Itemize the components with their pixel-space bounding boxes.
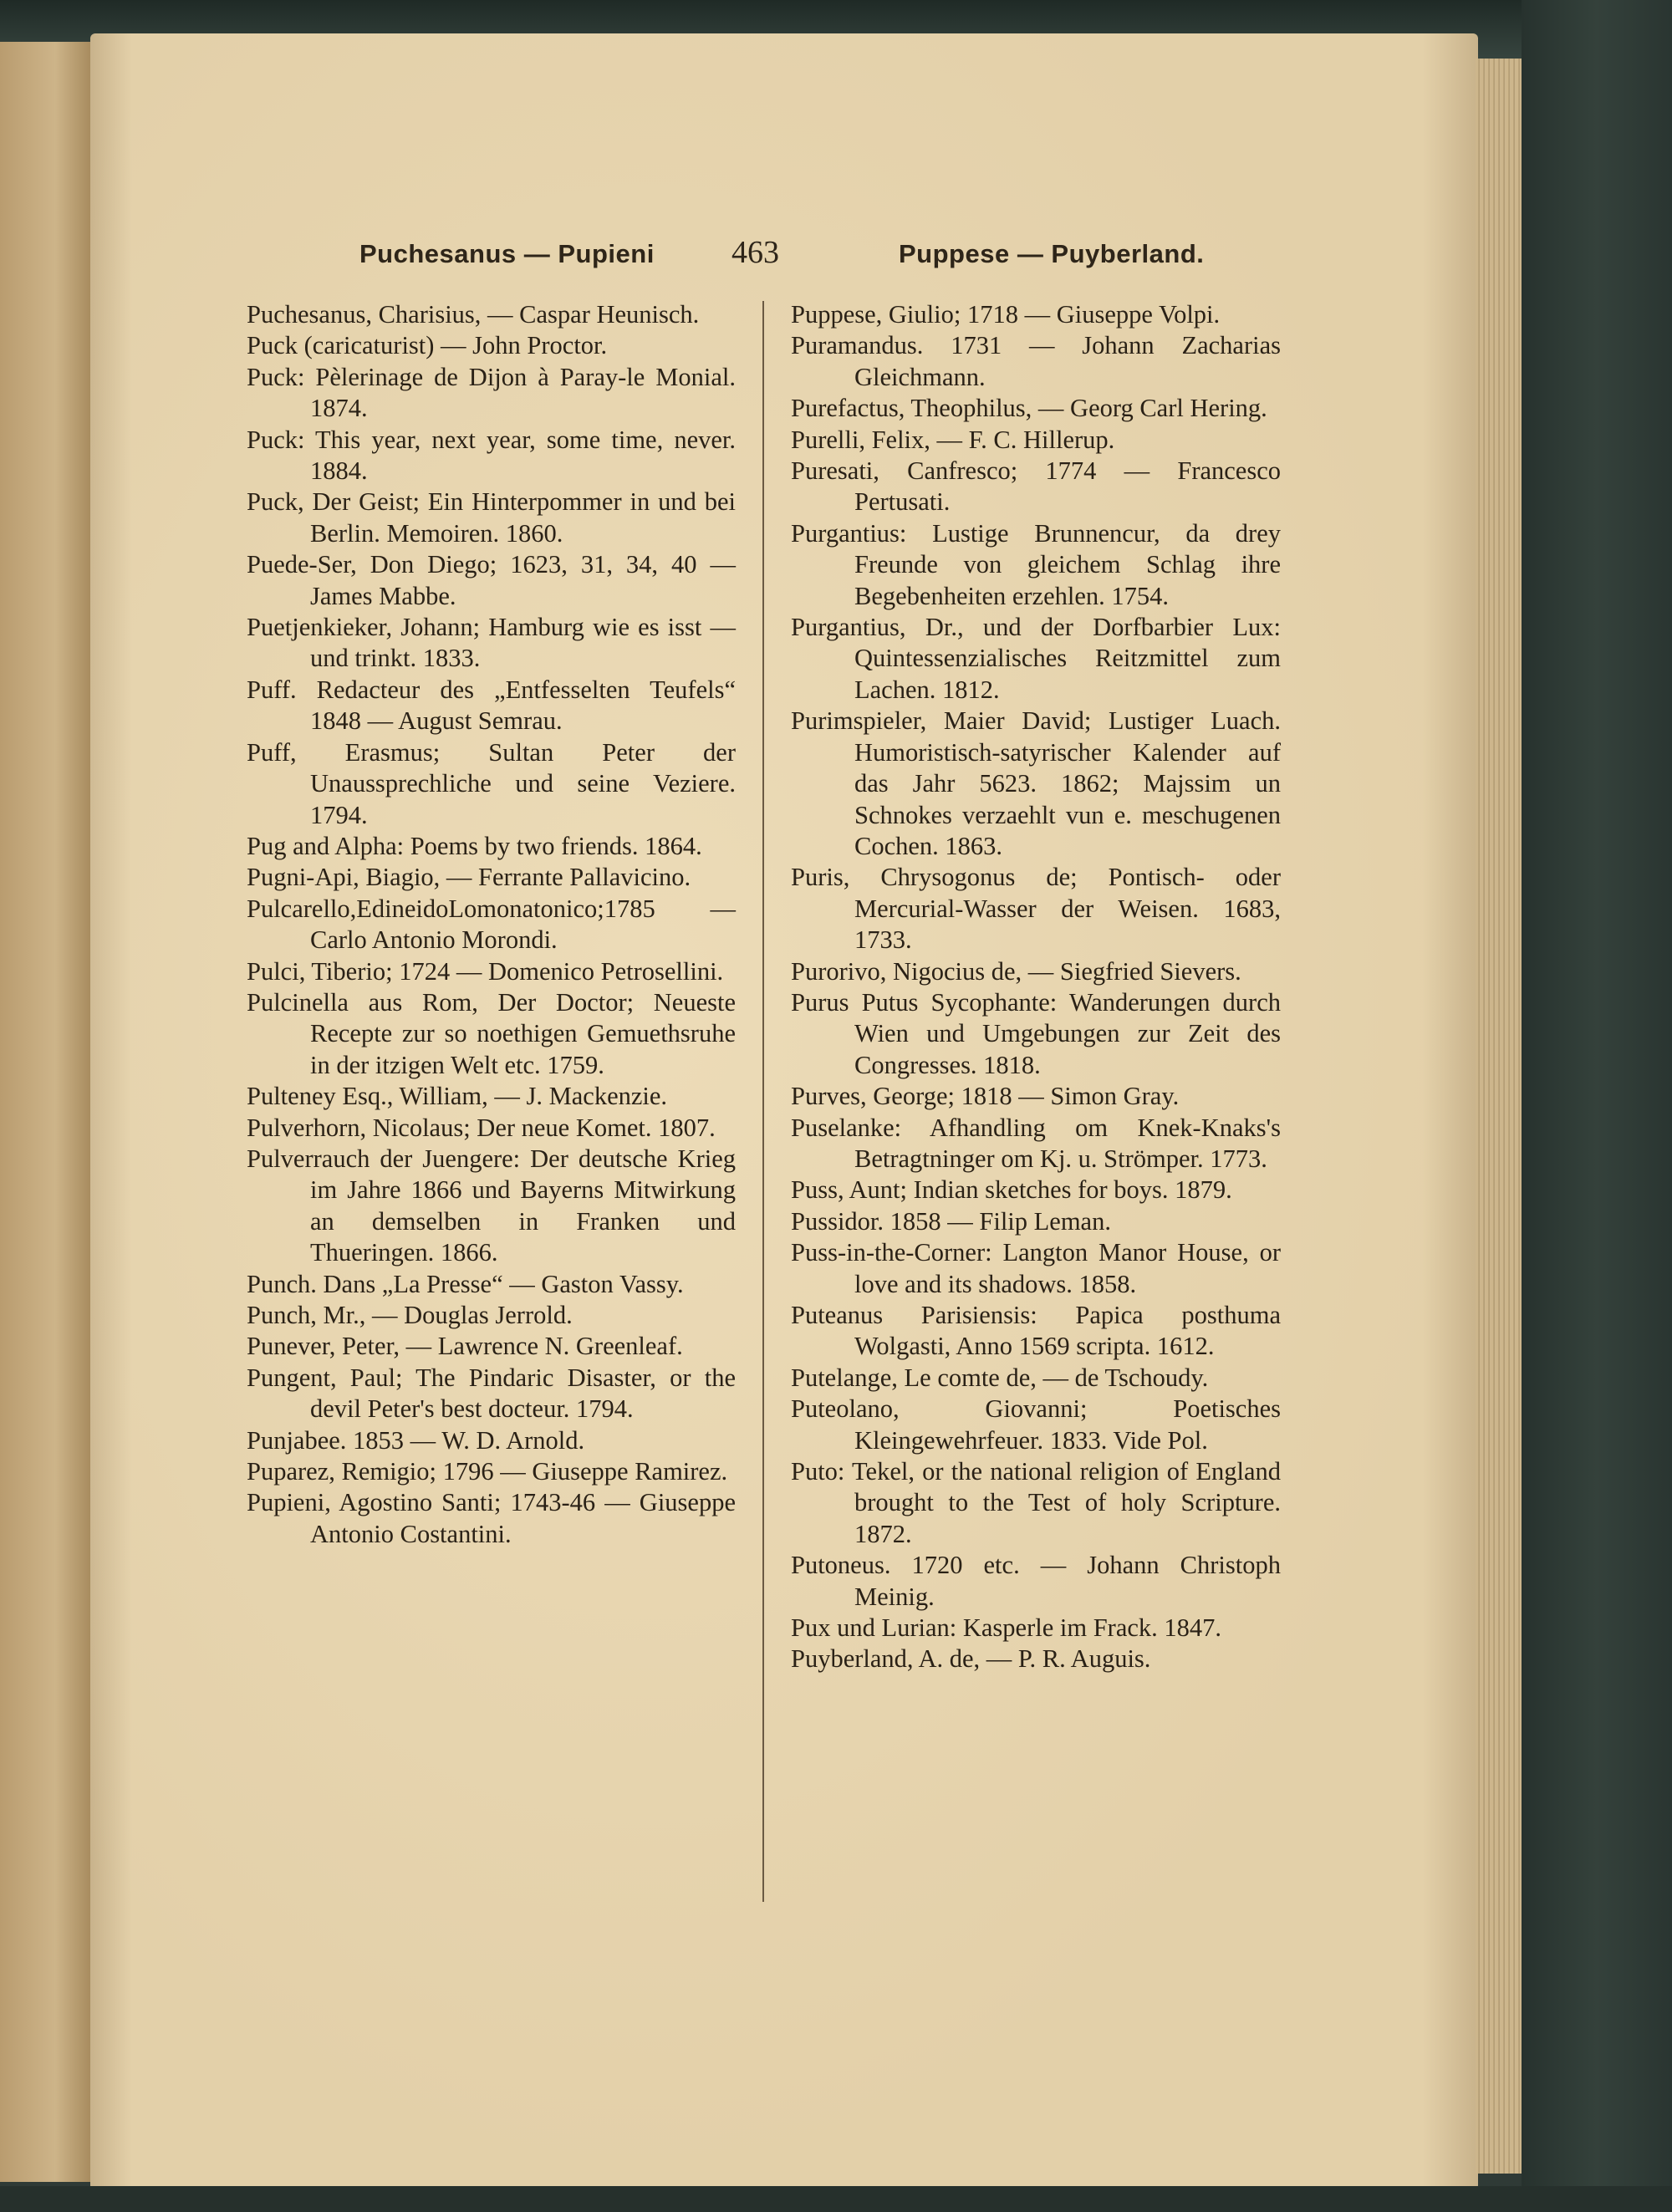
entry: Pulverhorn, Nicolaus; Der neue Komet. 1807. xyxy=(247,1113,716,1142)
entry: Puck: This year, next year, some time, never. 1884. xyxy=(247,425,736,486)
entry: Purimspieler, Maier David; Lustiger Luach. Humoristisch-satyrischer Kalender auf das Jahr 5623. 1862; Majssim un Schnokes verzaehlt vun e. meschugenen Cochen. 1863. xyxy=(791,706,1281,860)
entry: Pulcinella aus Rom, Der Doctor; Neueste Recepte zur so noethigen Gemuethsruhe in der itzigen Welt etc. 1759. xyxy=(247,987,736,1079)
entry: Purus Putus Sycophante: Wanderungen durch Wien und Umgebungen zur Zeit des Congresses. 1818. xyxy=(791,987,1281,1079)
entry: Pulteney Esq., William, — J. Mackenzie. xyxy=(247,1082,668,1111)
book-cover-bottom xyxy=(0,2186,1672,2212)
entry: Punjabee. 1853 — W. D. Arnold. xyxy=(247,1425,585,1455)
entry: Purgantius, Dr., und der Dorfbarbier Lux: Quintessenzialisches Reitzmittel zum Lachen. 1812. xyxy=(791,613,1281,704)
entry: Puppese, Giulio; 1718 — Giuseppe Volpi. xyxy=(791,300,1221,329)
entry: Puramandus. 1731 — Johann Zacharias Gleichmann. xyxy=(791,331,1281,391)
entry: Puss, Aunt; Indian sketches for boys. 1879. xyxy=(791,1175,1232,1205)
entry: Puyberland, A. de, — P. R. Auguis. xyxy=(791,1644,1151,1674)
running-header xyxy=(0,234,1672,276)
entry: Puff. Redacteur des „Entfesselten Teufels“ 1848 — August Semrau. xyxy=(247,675,736,736)
book-cover-right xyxy=(1522,0,1672,2212)
entry: Putoneus. 1720 etc. — Johann Christoph Meinig. xyxy=(791,1551,1281,1611)
facing-page-edge xyxy=(0,42,92,2182)
header-left: Puchesanus — Pupieni xyxy=(359,239,655,268)
right-column xyxy=(791,299,1281,1675)
entry: Pungent, Paul; The Pindaric Disaster, or the devil Peter's best docteur. 1794. xyxy=(247,1363,736,1424)
entry: Pulverrauch der Juengere: Der deutsche Krieg im Jahre 1866 und Bayerns Mitwirkung an demselben in Franken und Thueringen. 1866. xyxy=(247,1144,736,1267)
entry: Purgantius: Lustige Brunnencur, da drey Freunde von gleichem Schlag ihre Begebenheiten erzehlen. 1754. xyxy=(791,518,1281,610)
entry: Punch, Mr., — Douglas Jerrold. xyxy=(247,1301,573,1329)
entry: Purves, George; 1818 — Simon Gray. xyxy=(791,1082,1180,1111)
entry: Purorivo, Nigocius de, — Siegfried Sievers. xyxy=(791,956,1241,986)
entry: Puto: Tekel, or the national religion of England brought to the Test of holy Scripture. 1872. xyxy=(791,1457,1281,1548)
entry: Pulci, Tiberio; 1724 — Domenico Petrosellini. xyxy=(247,956,724,986)
entry: Punch. Dans „La Presse“ — Gaston Vassy. xyxy=(247,1269,684,1298)
entry: Puchesanus, Charisius, — Caspar Heunisch. xyxy=(247,300,700,329)
entry: Punever, Peter, — Lawrence N. Greenleaf. xyxy=(247,1332,683,1361)
entry: Puck (caricaturist) — John Proctor. xyxy=(247,331,608,360)
entry: Puck: Pèlerinage de Dijon à Paray-le Monial. 1874. xyxy=(247,362,736,423)
entry: Pupieni, Agostino Santi; 1743-46 — Giuseppe Antonio Costantini. xyxy=(247,1488,736,1548)
entry: Puselanke: Afhandling om Knek-Knaks's Betragtninger om Kj. u. Strömper. 1773. xyxy=(791,1113,1281,1173)
column-divider xyxy=(762,301,764,1902)
entry: Pux und Lurian: Kasperle im Frack. 1847. xyxy=(791,1613,1222,1643)
entry: Putelange, Le comte de, — de Tschoudy. xyxy=(791,1363,1209,1392)
entry: Pulcarello,EdineidoLomonatonico;1785 — Carlo Antonio Morondi. xyxy=(247,894,736,955)
entry: Purefactus, Theophilus, — Georg Carl Hering. xyxy=(791,394,1267,423)
entry: Puris, Chrysogonus de; Pontisch- oder Mercurial-Wasser der Weisen. 1683, 1733. xyxy=(791,863,1281,955)
entry: Puparez, Remigio; 1796 — Giuseppe Ramirez. xyxy=(247,1457,728,1486)
entry: Pugni-Api, Biagio, — Ferrante Pallavicino. xyxy=(247,863,691,892)
entry: Pug and Alpha: Poems by two friends. 1864. xyxy=(247,831,702,860)
header-right: Puppese — Puyberland. xyxy=(899,239,1205,268)
entry: Puck, Der Geist; Ein Hinterpommer in und bei Berlin. Memoiren. 1860. xyxy=(247,487,736,548)
entry: Purelli, Felix, — F. C. Hillerup. xyxy=(791,425,1115,454)
entry: Puteanus Parisiensis: Papica posthuma Wolgasti, Anno 1569 scripta. 1612. xyxy=(791,1301,1281,1361)
entry: Puede-Ser, Don Diego; 1623, 31, 34, 40 — James Mabbe. xyxy=(247,550,736,610)
entry: Puteolano, Giovanni; Poetisches Kleingewehrfeuer. 1833. Vide Pol. xyxy=(791,1394,1281,1455)
entry: Puresati, Canfresco; 1774 — Francesco Pertusati. xyxy=(791,456,1281,517)
entry: Puetjenkieker, Johann; Hamburg wie es isst — und trinkt. 1833. xyxy=(247,613,736,673)
left-column xyxy=(247,299,736,1550)
entry: Puss-in-the-Corner: Langton Manor House, or love and its shadows. 1858. xyxy=(791,1238,1281,1298)
entry: Pussidor. 1858 — Filip Leman. xyxy=(791,1206,1111,1236)
page-block-edges xyxy=(1476,59,1522,2174)
entry: Puff, Erasmus; Sultan Peter der Unaussprechliche und seine Veziere. 1794. xyxy=(247,737,736,829)
page-number: 463 xyxy=(732,235,779,270)
